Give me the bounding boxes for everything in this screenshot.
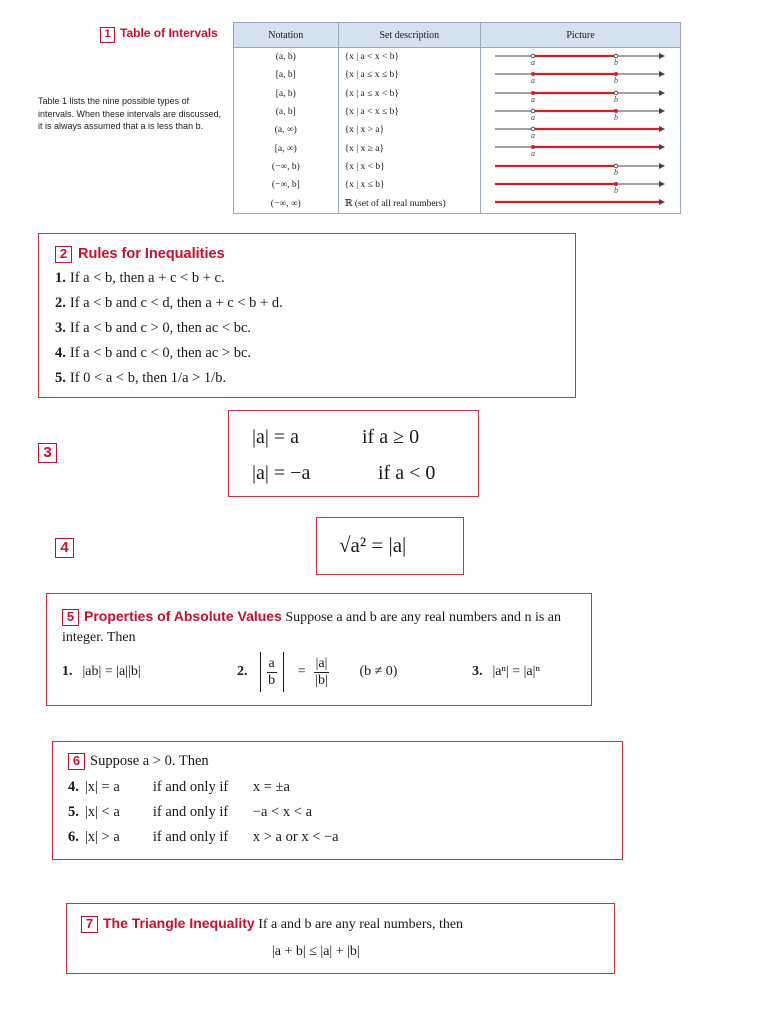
interval-notation: (a, ∞) [234, 121, 339, 139]
arrow-head-icon [659, 108, 665, 114]
table-row [234, 103, 681, 121]
interval-notation: (−∞, b] [234, 176, 339, 194]
endpoint-label-b: b [614, 76, 619, 86]
section2-title: Rules for Inequalities [78, 246, 225, 262]
header-notation: Notation [234, 23, 339, 48]
property-1-text: |ab| = |a||b| [82, 664, 141, 679]
table-row [234, 48, 681, 67]
interval-notation: (a, b) [234, 48, 339, 67]
header-picture: Picture [481, 23, 681, 48]
rule-3-text: If a < b and c > 0, then ac < bc. [69, 320, 252, 336]
table-row [234, 176, 681, 194]
number-line [481, 176, 681, 194]
interval-set-description: {x | x ≤ b} [338, 176, 480, 194]
sqrt-equation: √a² = |a| [339, 533, 407, 557]
number-line [481, 48, 681, 66]
number-line [481, 85, 681, 103]
number-line [481, 139, 681, 157]
section3-number: 3 [38, 443, 57, 463]
table-row [234, 66, 681, 84]
abs-def-cond-1: if a ≥ 0 [362, 426, 420, 448]
header-set-description: Set description [338, 23, 480, 48]
property-3: 3. |aⁿ| = |a|ⁿ [472, 664, 540, 679]
table-row [234, 158, 681, 176]
interval-picture [481, 103, 681, 121]
abs-def-line-2 [252, 462, 435, 485]
arrow-head-icon [659, 144, 665, 150]
section7-intro: If a and b are any real numbers, then [258, 917, 464, 932]
endpoint-label-b: b [614, 58, 619, 67]
number-line [481, 103, 681, 121]
number-line [481, 158, 681, 176]
abs-def-eq-1: |a| = a [252, 426, 300, 448]
number-line [481, 194, 681, 212]
section1-description: Table 1 lists the nine possible types of intervals. When these intervals are discussed, it is always assumed that a is less than b. [38, 96, 222, 131]
interval-notation: (−∞, b) [234, 158, 339, 176]
table-row [234, 194, 681, 213]
rule-3: 3. If a < b and c > 0, then ac < bc. [55, 320, 252, 336]
section1-heading [100, 26, 218, 43]
interval-picture [481, 158, 681, 176]
section1-number: 1 [100, 27, 115, 43]
intervals-table [233, 22, 681, 214]
interval-set-description: {x | x < b} [338, 158, 480, 176]
number-line [481, 121, 681, 139]
arrow-head-icon [659, 71, 665, 77]
table-row [234, 121, 681, 139]
section5-intro [62, 606, 582, 648]
interval-notation: [a, b) [234, 85, 339, 103]
section6-intro-text: Suppose a > 0. Then [90, 753, 209, 769]
section2-heading [55, 246, 225, 263]
interval-picture [481, 139, 681, 157]
endpoint-label-a: a [531, 149, 536, 159]
section1-title: Table of Intervals [120, 26, 218, 40]
abs-def-cond-2: if a < 0 [378, 462, 436, 484]
section5-title: Properties of Absolute Values [84, 608, 282, 624]
property-2-rhs-fraction: $\frac{|a|}{|b|}$ [315, 655, 328, 688]
interval-set-description: {x | x ≥ a} [338, 139, 480, 157]
interval-notation: (a, b] [234, 103, 339, 121]
interval-set-description: ℝ (set of all real numbers) [338, 194, 480, 213]
endpoint-label-a: a [531, 131, 536, 141]
rule-2-text: If a < b and c < d, then a + c < b + d. [69, 295, 283, 311]
table-row [234, 85, 681, 103]
rule-5-text: If 0 < a < b, then 1/a > 1/b. [69, 370, 227, 386]
section7-heading [81, 915, 463, 933]
rule-5: 5. If 0 < a < b, then 1/a > 1/b. [55, 370, 227, 386]
section7-title: The Triangle Inequality [103, 915, 255, 931]
rule-2: 2. If a < b and c < d, then a + c < b + d. [55, 295, 283, 311]
endpoint-label-a: a [531, 58, 536, 67]
section7-number: 7 [81, 916, 98, 933]
interval-picture [481, 66, 681, 84]
interval-set-description: {x | a < x < b} [338, 48, 480, 67]
section6-number: 6 [68, 753, 85, 770]
rule-4: 4. If a < b and c < 0, then ac > bc. [55, 345, 252, 361]
rule-1: 1. If a < b, then a + c < b + c. [55, 270, 225, 286]
section7-box [66, 903, 615, 974]
endpoint-label-b: b [614, 112, 619, 122]
triangle-inequality: |a + b| ≤ |a| + |b| [272, 944, 360, 959]
interval-notation: [a, ∞) [234, 139, 339, 157]
abs-rule-4: 4. |x| = a if and only if x = ±a [68, 779, 290, 795]
endpoint-label-b: b [614, 94, 619, 104]
property-2: 2. $\frac{a}{b}$ = $\frac{|a|}{|b|}$ (b ≠ 0) [237, 652, 397, 692]
property-2-lhs-fraction: $\frac{a}{b}$ [268, 655, 276, 688]
interval-set-description: {x | a ≤ x ≤ b} [338, 66, 480, 84]
interval-picture [481, 48, 681, 67]
interval-set-description: {x | x > a} [338, 121, 480, 139]
arrow-head-icon [659, 90, 665, 96]
interval-picture [481, 121, 681, 139]
interval-picture [481, 85, 681, 103]
interval-notation: [a, b] [234, 66, 339, 84]
abs-def-line-1 [252, 426, 419, 449]
section4-number: 4 [55, 538, 74, 558]
table-row [234, 139, 681, 157]
property-1: 1. |ab| = |a||b| [62, 664, 141, 679]
arrow-head-icon [659, 199, 665, 205]
rule-4-text: If a < b and c < 0, then ac > bc. [69, 345, 252, 361]
section5-intro-text: Suppose a and b are any real numbers and n is an integer. Then [62, 610, 562, 645]
interval-picture [481, 176, 681, 194]
abs-def-eq-2: |a| = −a [252, 462, 311, 484]
interval-notation: (−∞, ∞) [234, 194, 339, 213]
interval-picture [481, 194, 681, 213]
arrow-head-icon [659, 181, 665, 187]
interval-set-description: {x | a ≤ x < b} [338, 85, 480, 103]
arrow-head-icon [659, 53, 665, 59]
number-line [481, 66, 681, 84]
endpoint-label-a: a [531, 94, 536, 104]
endpoint-label-a: a [531, 112, 536, 122]
section5-number: 5 [62, 609, 79, 626]
interval-set-description: {x | a < x ≤ b} [338, 103, 480, 121]
abs-rule-6: 6. |x| > a if and only if x > a or x < −a [68, 829, 339, 845]
property-3-text: |aⁿ| = |a|ⁿ [492, 664, 540, 679]
arrow-head-icon [659, 163, 665, 169]
property-2-condition: (b ≠ 0) [359, 664, 398, 679]
rule-1-text: If a < b, then a + c < b + c. [69, 270, 225, 286]
abs-rule-5: 5. |x| < a if and only if −a < x < a [68, 804, 313, 820]
arrow-head-icon [659, 126, 665, 132]
endpoint-label-b: b [614, 167, 619, 177]
section2-number: 2 [55, 246, 72, 263]
section6-intro [68, 753, 209, 770]
endpoint-label-a: a [531, 76, 536, 86]
endpoint-label-b: b [614, 186, 619, 196]
table-header-row [234, 23, 681, 48]
